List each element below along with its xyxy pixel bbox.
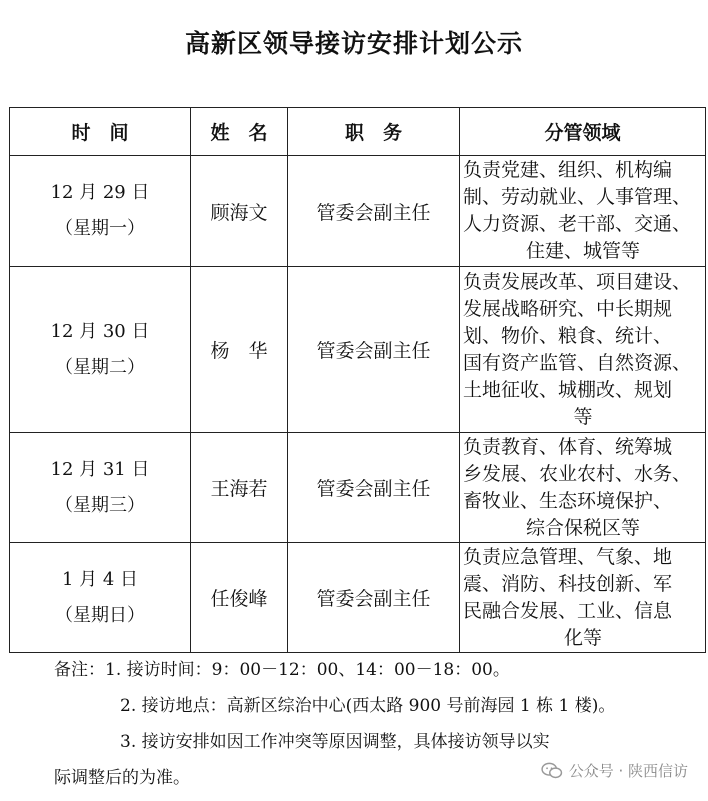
note-line-4: 际调整后的为准。 [54,768,190,788]
page-title: 高新区领导接访安排计划公示 [184,29,523,58]
scope-line: 负责党建、组织、机构编 [463,159,673,181]
cell-time [10,543,191,653]
cell-name: 顾海文 [191,156,288,267]
weekday: （星期三） [55,494,145,516]
date: 1 月 4 日 [61,568,139,590]
header-time: 时 间 [10,108,191,156]
table-row [10,433,706,543]
scope-line: 制、劳动就业、人事管理、 [463,186,692,208]
cell-time [10,267,191,433]
scope-line: 等 [573,405,593,428]
scope-line: 畜牧业、生态环境保护、 [463,489,673,512]
scope-line: 综合保税区等 [525,516,640,539]
table-row [10,543,706,653]
weekday: （星期二） [55,356,145,378]
date: 12 月 31 日 [50,458,150,480]
note-line-3: 3. 接访安排如因工作冲突等原因调整，具体接访领导以实 [120,732,550,752]
cell-post: 管委会副主任 [288,433,460,543]
header-scope: 分管领域 [460,108,706,156]
cell-scope [460,433,706,543]
table-row [10,267,706,433]
scope-line: 民融合发展、工业、信息 [463,599,673,622]
scope-line: 震、消防、科技创新、军 [463,572,673,595]
scope-line: 负责应急管理、气象、地 [463,545,673,568]
watermark-text: 公众号 · 陕西信访 [568,762,688,780]
scope-line: 划、物价、粮食、统计、 [463,324,673,347]
cell-scope [460,543,706,653]
scope-line: 住建、城管等 [525,240,640,262]
cell-scope [460,156,706,267]
weekday: （星期一） [55,218,145,239]
table-row [10,156,706,267]
scope-line: 化等 [563,626,602,649]
note-line-2: 2. 接访地点：高新区综治中心(西太路 900 号前海园 1 栋 1 楼)。 [120,696,616,716]
scope-line: 土地征收、城棚改、规划 [463,378,673,401]
cell-post: 管委会副主任 [288,156,460,267]
cell-post: 管委会副主任 [288,267,460,433]
cell-name: 杨 华 [191,267,288,433]
cell-scope [460,267,706,433]
scope-line: 负责教育、体育、统筹城 [463,435,673,458]
cell-name: 任俊峰 [191,543,288,653]
note-line-1: 备注：1. 接访时间：9：00－12：00、14：00－18：00。 [54,660,510,680]
date: 12 月 29 日 [50,182,150,203]
scope-line: 负责发展改革、项目建设、 [463,270,692,293]
schedule-table [9,107,706,653]
cell-name: 王海若 [191,433,288,543]
scope-line: 国有资产监管、自然资源、 [463,351,692,374]
header-post: 职 务 [288,108,460,156]
cell-post: 管委会副主任 [288,543,460,653]
date: 12 月 30 日 [50,320,150,342]
watermark [541,760,688,781]
scope-line: 乡发展、农业农村、水务、 [463,462,692,485]
scope-line: 人力资源、老干部、交通、 [463,213,692,235]
cell-time [10,156,191,267]
weekday: （星期日） [55,604,145,626]
table-header-row [10,108,706,156]
scope-line: 发展战略研究、中长期规 [463,297,673,320]
wechat-icon [541,762,563,780]
header-name: 姓 名 [191,108,288,156]
cell-time [10,433,191,543]
